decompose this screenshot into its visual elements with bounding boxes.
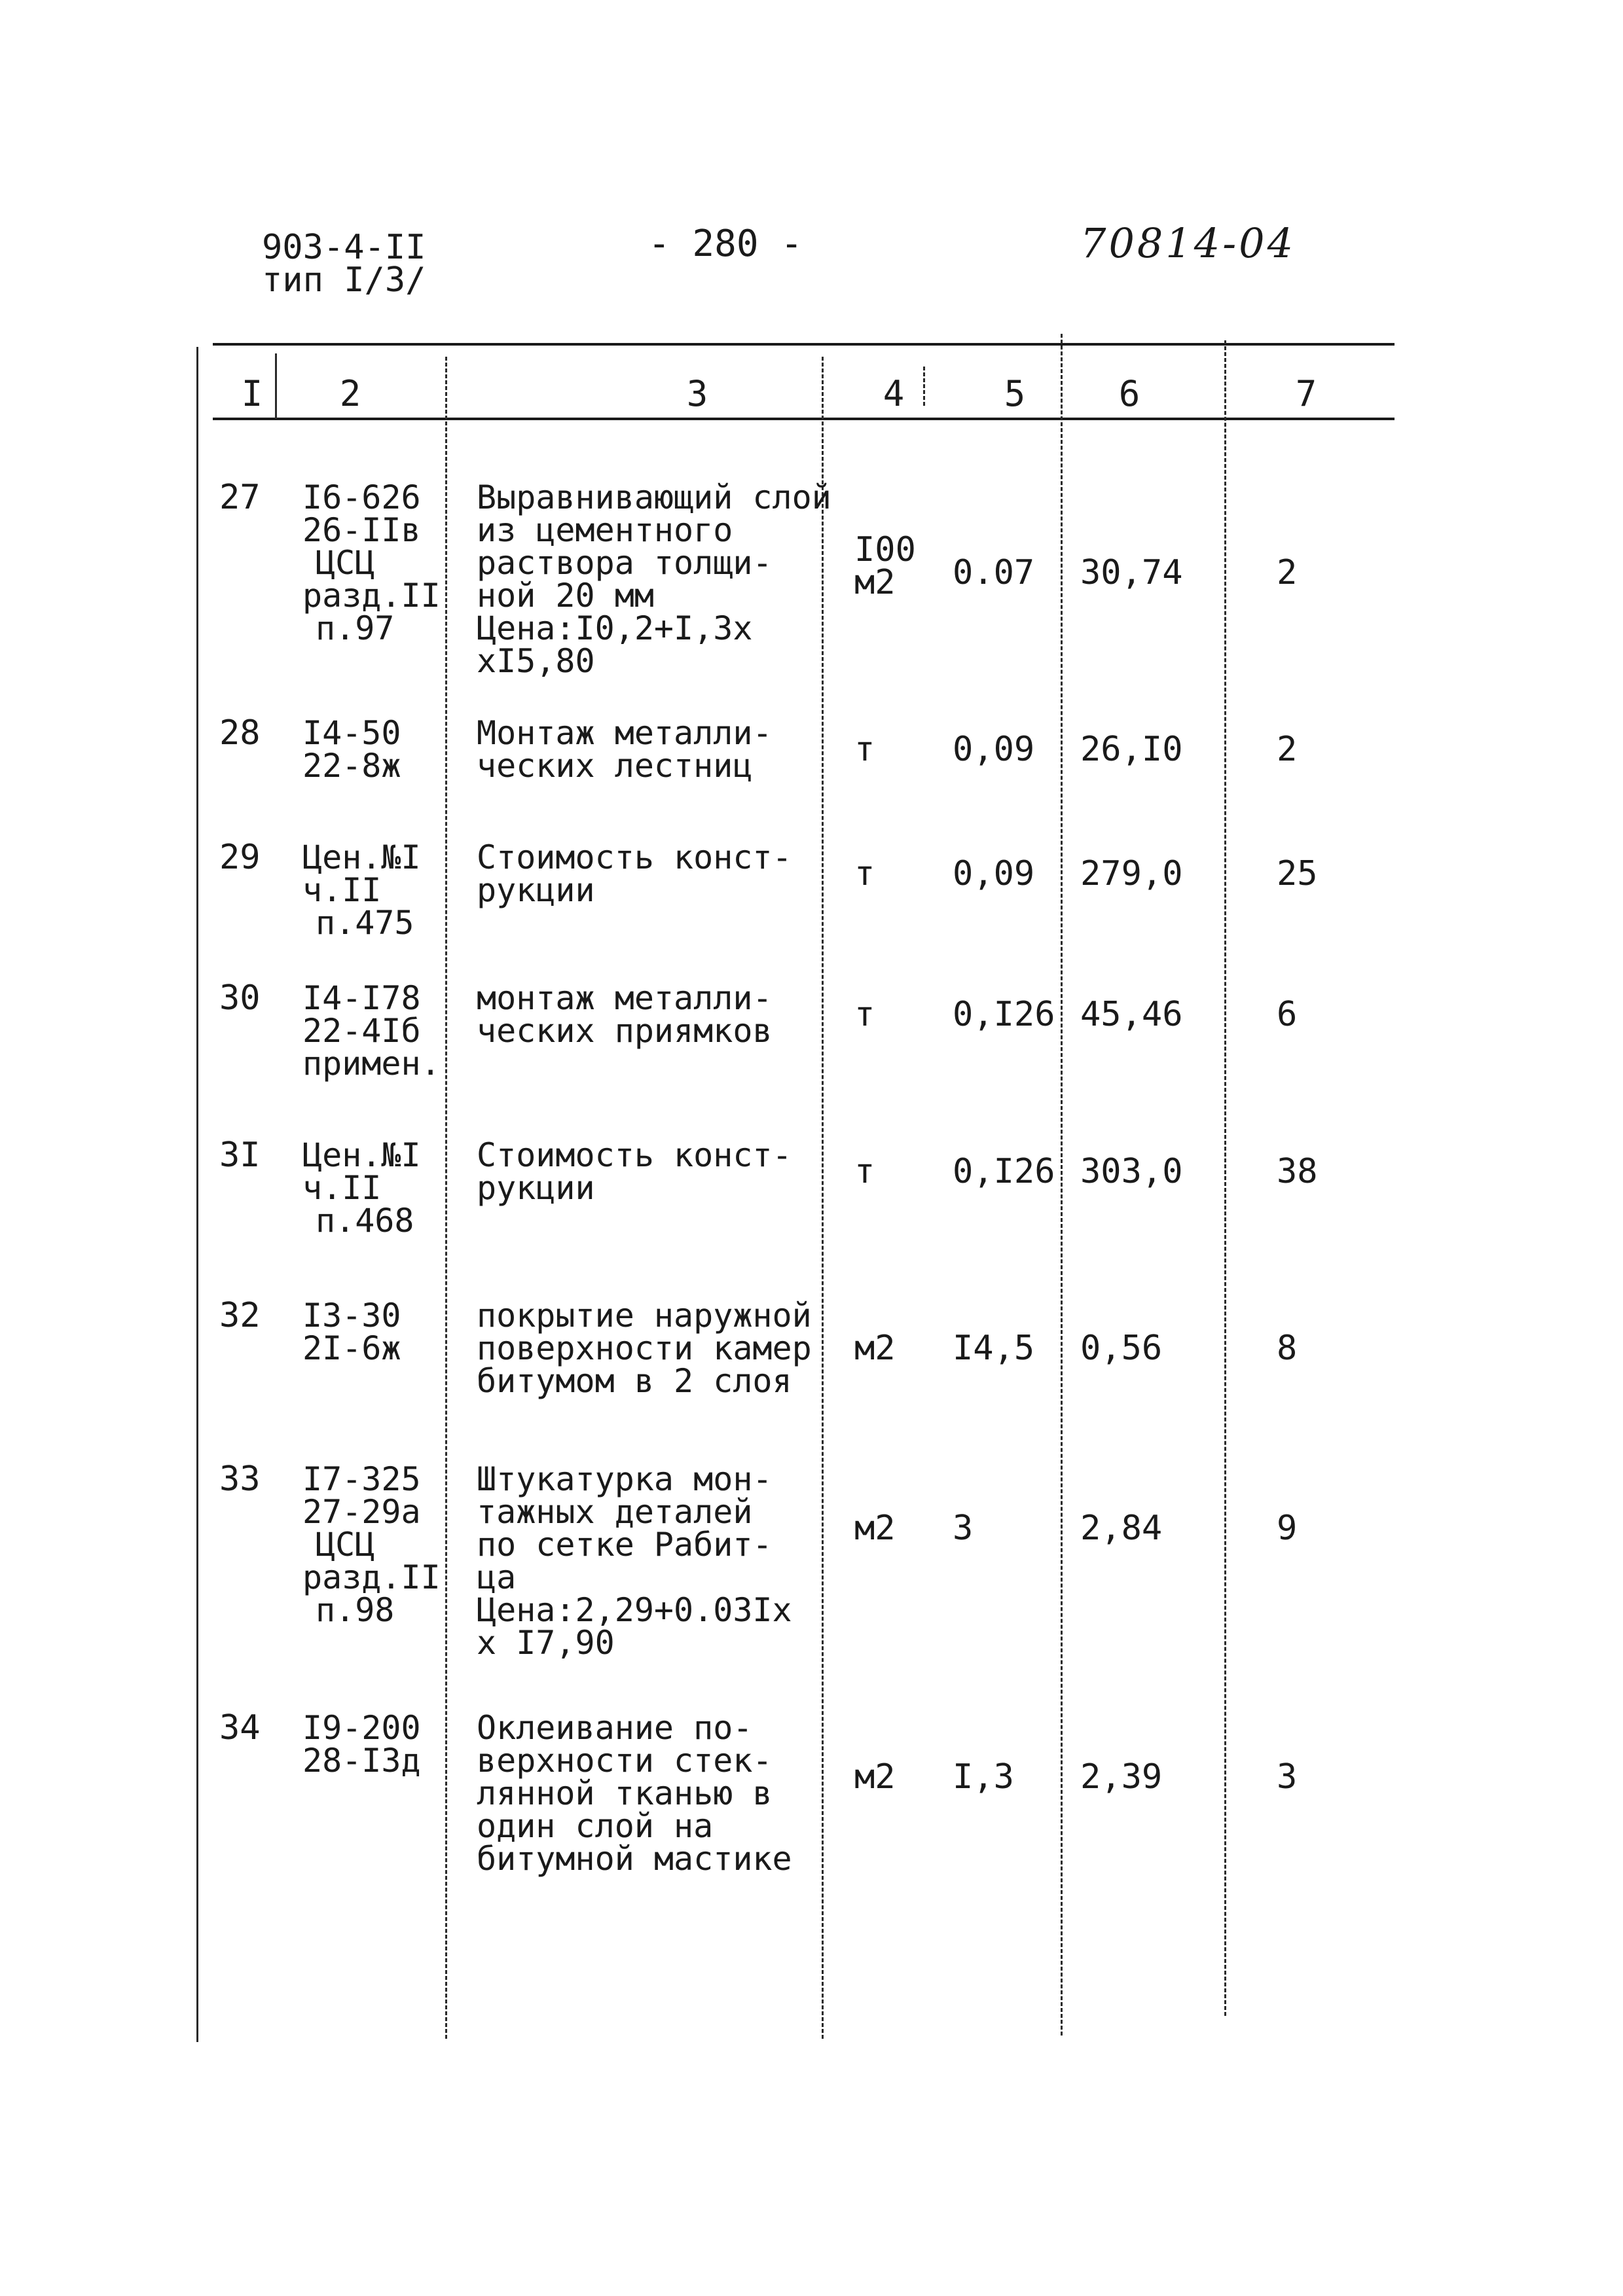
- row-quantity: 0.07: [953, 553, 1035, 592]
- column-header-6: 6: [1118, 373, 1140, 414]
- row-price: 279,0: [1080, 854, 1183, 893]
- row-quantity: 0,I26: [953, 1152, 1055, 1191]
- row-quantity: I,3: [953, 1757, 1014, 1797]
- row-code-line: I4-I78: [302, 979, 421, 1017]
- row-unit: м2: [854, 1329, 896, 1368]
- row-description-line: рукции: [477, 871, 595, 909]
- row-description-line: по сетке Рабит-: [477, 1526, 773, 1564]
- row-total: 9: [1277, 1509, 1298, 1548]
- row-quantity: 0,09: [953, 854, 1035, 893]
- row-description-line: Выравнивающий слой: [477, 478, 831, 516]
- row-code-line: примен.: [302, 1045, 441, 1083]
- row-unit: м2: [854, 1757, 896, 1797]
- row-number: 34: [219, 1708, 261, 1748]
- row-price: 26,I0: [1080, 730, 1183, 769]
- row-description-line: один слой на: [477, 1807, 714, 1845]
- column-header-3: 3: [686, 373, 708, 414]
- row-unit: т: [854, 995, 875, 1034]
- row-number: 3I: [219, 1136, 261, 1175]
- table-left-border: [196, 347, 198, 2042]
- page-number: - 280 -: [648, 223, 803, 265]
- row-description-line: раствора толщи-: [477, 544, 773, 582]
- row-number: 30: [219, 978, 261, 1018]
- column-divider-5: [1061, 334, 1063, 2036]
- row-price: 30,74: [1080, 553, 1183, 592]
- row-quantity: 0,09: [953, 730, 1035, 769]
- row-description-line: Стоимость конст-: [477, 1136, 792, 1174]
- row-description-line: поверхности камер: [477, 1329, 812, 1367]
- header-bottom-rule: [213, 418, 1395, 420]
- row-code-line: ч.II: [302, 871, 382, 909]
- row-code-line: 27-29а: [302, 1493, 421, 1531]
- row-unit: м2: [854, 1509, 896, 1548]
- row-number: 28: [219, 713, 261, 753]
- row-unit: I00: [854, 530, 916, 569]
- column-divider-3: [822, 357, 824, 2039]
- row-code-line: 28-I3д: [302, 1742, 421, 1780]
- row-description-line: тажных деталей: [477, 1493, 753, 1531]
- row-code-line: разд.II: [302, 577, 441, 615]
- row-code-line: 22-4Iб: [302, 1012, 421, 1050]
- row-description-line: ной 20 мм: [477, 577, 654, 615]
- row-code-line: I7-325: [302, 1460, 421, 1498]
- row-description-line: ческих приямков: [477, 1012, 773, 1050]
- row-number: 32: [219, 1296, 261, 1335]
- column-divider-2: [445, 357, 447, 2039]
- row-total: 2: [1277, 553, 1298, 592]
- row-code-line: Цен.№I: [302, 1136, 421, 1174]
- row-unit: т: [854, 730, 875, 769]
- row-unit: м2: [854, 563, 896, 602]
- row-number: 29: [219, 838, 261, 877]
- row-price: 0,56: [1080, 1329, 1163, 1368]
- row-unit: т: [854, 1152, 875, 1191]
- row-description-line: лянной тканью в: [477, 1774, 773, 1812]
- row-code-line: ЦСЦ: [316, 544, 375, 582]
- row-quantity: I4,5: [953, 1329, 1035, 1368]
- row-total: 3: [1277, 1757, 1298, 1797]
- row-code-line: п.475: [316, 904, 414, 942]
- row-description-line: покрытие наружной: [477, 1297, 812, 1335]
- row-number: 33: [219, 1460, 261, 1499]
- row-total: 8: [1277, 1329, 1298, 1368]
- row-description-line: хI5,80: [477, 642, 595, 680]
- row-description-line: х I7,90: [477, 1624, 615, 1662]
- row-description-line: ческих лестниц: [477, 747, 753, 785]
- row-code-line: ЦСЦ: [316, 1526, 375, 1564]
- row-price: 303,0: [1080, 1152, 1183, 1191]
- row-code-line: I3-30: [302, 1297, 401, 1335]
- row-code-line: п.98: [316, 1591, 395, 1629]
- handwritten-number: 70814-04: [1080, 219, 1296, 267]
- row-description-line: Штукатурка мон-: [477, 1460, 773, 1498]
- row-description-line: монтаж металли-: [477, 979, 773, 1017]
- document-type: тип I/3/: [262, 260, 426, 300]
- row-code-line: ч.II: [302, 1169, 382, 1207]
- document-code: 903-4-II: [262, 228, 426, 267]
- column-header-1: I: [241, 373, 263, 414]
- row-code-line: Цен.№I: [302, 838, 421, 876]
- row-price: 2,84: [1080, 1509, 1163, 1548]
- row-description-line: битумом в 2 слоя: [477, 1362, 792, 1400]
- row-code-line: I4-50: [302, 714, 401, 752]
- column-divider-6: [1224, 340, 1226, 2016]
- row-code-line: 2I-6ж: [302, 1329, 401, 1367]
- column-header-5: 5: [1004, 373, 1026, 414]
- row-code-line: разд.II: [302, 1558, 441, 1596]
- row-code-line: I6-626: [302, 478, 421, 516]
- row-price: 2,39: [1080, 1757, 1163, 1797]
- row-total: 6: [1277, 995, 1298, 1034]
- row-description-line: из цементного: [477, 511, 733, 549]
- row-quantity: 3: [953, 1509, 974, 1548]
- row-description-line: Стоимость конст-: [477, 838, 792, 876]
- row-number: 27: [219, 478, 261, 517]
- row-code-line: 26-IIв: [302, 511, 421, 549]
- row-unit: т: [854, 854, 875, 893]
- row-code-line: п.97: [316, 609, 395, 647]
- row-description-line: ца: [477, 1558, 517, 1596]
- row-description-line: Цена:2,29+0.03Iх: [477, 1591, 792, 1629]
- column-header-2: 2: [339, 373, 361, 414]
- row-description-line: верхности стек-: [477, 1742, 773, 1780]
- row-quantity: 0,I26: [953, 995, 1055, 1034]
- row-code-line: п.468: [316, 1202, 414, 1240]
- row-description-line: Монтаж металли-: [477, 714, 773, 752]
- row-code-line: 22-8ж: [302, 747, 401, 785]
- row-code-line: I9-200: [302, 1709, 421, 1747]
- row-total: 25: [1277, 854, 1318, 893]
- row-price: 45,46: [1080, 995, 1183, 1034]
- column-header-7: 7: [1295, 373, 1317, 414]
- column-header-4: 4: [883, 373, 905, 414]
- row-total: 38: [1277, 1152, 1318, 1191]
- row-description-line: битумной мастике: [477, 1840, 792, 1878]
- row-total: 2: [1277, 730, 1298, 769]
- row-description-line: Оклеивание по-: [477, 1709, 753, 1747]
- row-description-line: Цена:I0,2+I,3х: [477, 609, 753, 647]
- row-description-line: рукции: [477, 1169, 595, 1207]
- table-top-rule: [213, 343, 1395, 346]
